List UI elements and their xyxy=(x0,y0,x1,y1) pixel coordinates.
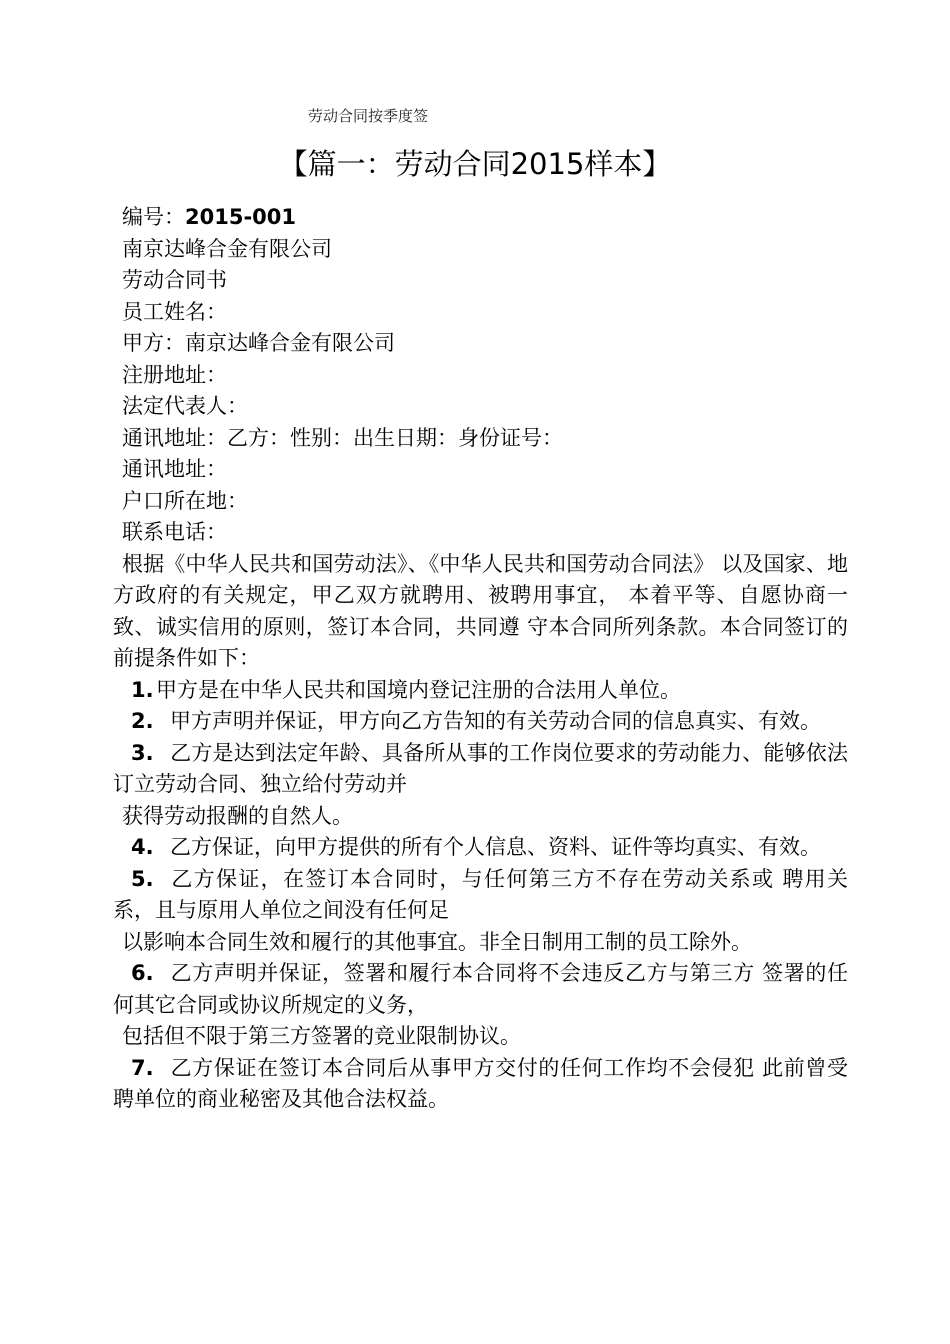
hukou-field: 户口所在地： xyxy=(122,488,248,513)
clause-continuation: 获得劳动报酬的自然人。 xyxy=(122,803,353,828)
clause-text: 甲方是在中华人民共和国境内登记注册的合法用人单位。 xyxy=(156,677,681,702)
clause-text: 甲方声明并保证，甲方向乙方告知的有关劳动合同的信息真实、有效。 xyxy=(170,709,821,733)
company-name: 南京达峰合金有限公司 xyxy=(122,236,332,261)
clause-number: 4. xyxy=(131,835,154,859)
clause-number: 6. xyxy=(131,961,154,985)
clause-number: 1. xyxy=(131,677,154,702)
party-a: 甲方：南京达峰合金有限公司 xyxy=(122,331,395,355)
clause-item xyxy=(113,832,848,864)
clause-number: 2. xyxy=(131,709,154,733)
document-body xyxy=(113,202,848,1116)
doc-name: 劳动合同书 xyxy=(122,268,227,292)
party-b-contact-line: 通讯地址：乙方：性别：出生日期：身份证号： xyxy=(122,425,563,450)
clause-item xyxy=(113,864,848,927)
clause-item xyxy=(113,738,848,801)
clause-item xyxy=(113,1053,848,1116)
clause-text: 乙方保证，向甲方提供的所有个人信息、资料、证件等均真实、有效。 xyxy=(170,835,821,859)
clause-text: 乙方保证，在签订本合同时，与任何第三方不存在劳动关系或 聘用关系，且与原用人单位之间没有任何足 xyxy=(113,866,848,922)
document-title: 【篇一：劳动合同2015样本】 xyxy=(278,147,672,181)
clause-number: 7. xyxy=(131,1055,154,1080)
intro-paragraph: 根据《中华人民共和国劳动法》、《中华人民共和国劳动合同法》 以及国家、地方政府的有关规定，甲乙双方就聘用、被聘用事宜， 本着平等、自愿协商一致、诚实信用的原则，签订本合同，共同遵 守本合同所列条款。本合同签订的前提条件如下： xyxy=(113,551,848,670)
registered-address-field: 注册地址： xyxy=(122,362,227,387)
clause-number: 5. xyxy=(131,866,154,891)
clause-continuation: 以影响本合同生效和履行的其他事宜。非全日制用工制的员工除外。 xyxy=(122,929,752,954)
contract-number-label: 编号： xyxy=(122,205,185,229)
clause-text: 乙方保证在签订本合同后从事甲方交付的任何工作均不会侵犯 此前曾受聘单位的商业秘密及其他合法权益。 xyxy=(113,1055,848,1111)
employee-name-field: 员工姓名： xyxy=(122,299,227,324)
phone-field: 联系电话： xyxy=(122,520,227,544)
contract-number-value: 2015-001 xyxy=(185,205,296,229)
header-note: 劳动合同按季度签 xyxy=(308,107,429,125)
contract-number xyxy=(113,202,848,234)
clause-text: 乙方是达到法定年龄、具备所从事的工作岗位要求的劳动能力、能够依法订立劳动合同、独立给付劳动并 xyxy=(113,740,848,796)
clause-text: 乙方声明并保证，签署和履行本合同将不会违反乙方与第三方 签署的任何其它合同或协议所规定的义务， xyxy=(113,961,848,1017)
legal-representative-field: 法定代表人： xyxy=(122,394,248,418)
clause-list xyxy=(113,675,848,1116)
clause-item xyxy=(113,706,848,738)
clause-continuation: 包括但不限于第三方签署的竞业限制协议。 xyxy=(122,1024,521,1048)
clause-item xyxy=(113,958,848,1021)
clause-number: 3. xyxy=(131,740,154,765)
clause-item xyxy=(113,675,848,707)
address-field: 通讯地址： xyxy=(122,457,227,481)
